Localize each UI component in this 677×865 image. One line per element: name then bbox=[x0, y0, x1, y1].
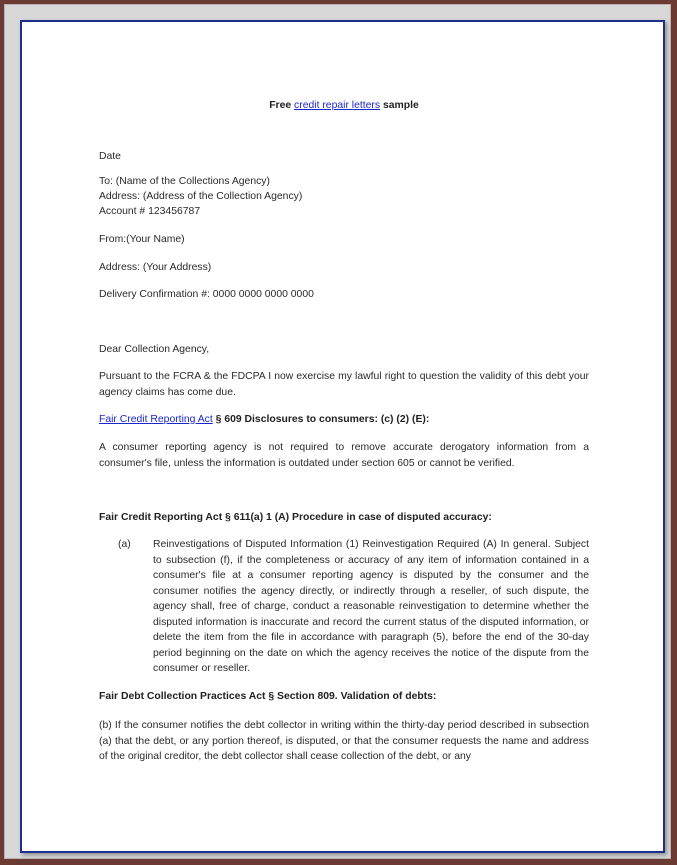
letter-page bbox=[20, 20, 665, 853]
to-line: To: (Name of the Collections Agency) bbox=[99, 176, 270, 187]
image-frame bbox=[4, 4, 671, 859]
item-label: (a) bbox=[118, 539, 131, 550]
section2-heading: Fair Credit Reporting Act § 611(a) 1 (A) Procedure in case of disputed accuracy: bbox=[99, 512, 492, 523]
section1-heading bbox=[99, 412, 429, 428]
fair-credit-reporting-act-link[interactable]: Fair Credit Reporting Act bbox=[99, 414, 213, 425]
date-line: Date bbox=[99, 151, 121, 162]
salutation: Dear Collection Agency, bbox=[99, 344, 210, 355]
section3-heading: Fair Debt Collection Practices Act § Section 809. Validation of debts: bbox=[99, 691, 437, 702]
section2-item-text: Reinvestigations of Disputed Information (1) Reinvestigation Required (A) In general. Subject to subsection (f), if the completeness or accuracy of any item of information contained in a consumer's file at a consumer reporting agency is disputed by the consumer and the consumer notifies the agency directly, or indirectly through a reseller, of such dispute, the agency shall, free of charge, conduct a reasonable reinvestigation to determine whether the disputed information is inaccurate and record the current status of the disputed information, or delete the item from the file in accordance with paragraph (5), before the end of the 30-day period beginning on the date on which the agency receives the notice of the dispute from the consumer or reseller. bbox=[153, 539, 589, 674]
title-suffix: sample bbox=[382, 100, 419, 111]
delivery-confirmation-line: Delivery Confirmation #: 0000 0000 0000 0000 bbox=[99, 289, 314, 300]
agency-address-line: Address: (Address of the Collection Agency) bbox=[99, 191, 303, 202]
section1-heading-text: § 609 Disclosures to consumers: (c) (2) (E): bbox=[215, 414, 430, 425]
credit-repair-letters-link[interactable]: credit repair letters bbox=[294, 100, 381, 111]
letter-title bbox=[99, 98, 589, 114]
your-address-line: Address: (Your Address) bbox=[99, 262, 212, 273]
title-prefix: Free bbox=[269, 100, 292, 111]
intro-paragraph: Pursuant to the FCRA & the FDCPA I now exercise my lawful right to question the validity of this debt your agency claims has come due. bbox=[99, 371, 589, 398]
account-line: Account # 123456787 bbox=[99, 206, 201, 217]
section3-paragraph: (b) If the consumer notifies the debt collector in writing within the thirty-day period described in subsection (a) that the debt, or any portion thereof, is disputed, or that the consumer requests the name and address of the original creditor, the debt collector shall cease collection of the debt, or any bbox=[99, 720, 589, 762]
section1-paragraph: A consumer reporting agency is not required to remove accurate derogatory information from a consumer's file, unless the information is outdated under section 605 or cannot be verified. bbox=[99, 442, 589, 469]
from-line: From:(Your Name) bbox=[99, 234, 185, 245]
